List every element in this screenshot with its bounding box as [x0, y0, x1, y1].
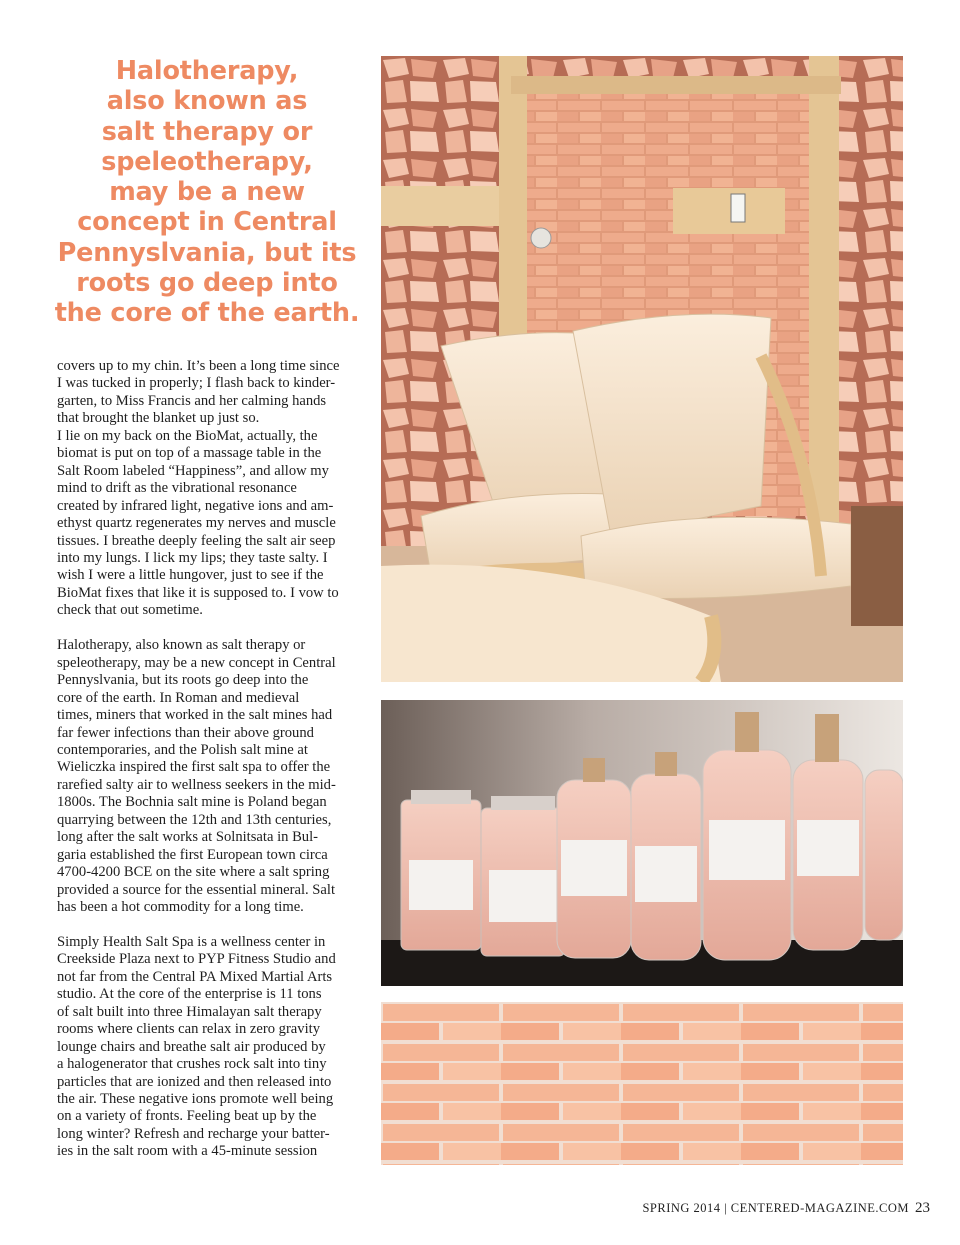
salt-room-photo — [381, 56, 903, 682]
body-line: Creekside Plaza next to PYP Fitness Studio and — [57, 951, 336, 968]
body-line: check that out sometime. — [57, 602, 203, 619]
body-line: provided a source for the essential mineral. Salt — [57, 881, 336, 898]
body-line: ethyst quartz regenerates my nerves and muscle — [57, 515, 336, 532]
pull-quote-line: speleotherapy, — [101, 146, 313, 177]
article-body — [57, 358, 367, 1161]
issue-label: SPRING 2014 | CENTERED-MAGAZINE.COM — [642, 1201, 909, 1215]
body-line: has been a hot commodity for a long time. — [57, 899, 304, 916]
pull-quote-line: also known as — [106, 86, 308, 117]
body-line: far fewer infections than their above ground — [57, 724, 314, 741]
body-line: Simply Health Salt Spa is a wellness center in — [57, 933, 326, 950]
body-line: long winter? Refresh and recharge your batter- — [57, 1125, 330, 1142]
pull-quote-line: roots go deep into — [76, 268, 338, 299]
body-line: quarrying between the 12th and 13th centuries, — [57, 811, 332, 828]
body-line: biomat is put on top of a massage table in the — [57, 445, 322, 462]
body-line: studio. At the core of the enterprise is 11 tons — [57, 986, 322, 1003]
body-line: ies in the salt room with a 45-minute session — [57, 1143, 318, 1160]
pull-quote-line: concept in Central — [77, 207, 337, 238]
body-line: Halotherapy, also known as salt therapy or — [57, 637, 306, 654]
body-line: particles that are ionized and then released into — [57, 1073, 332, 1090]
body-line: a halogenerator that crushes rock salt into tiny — [57, 1056, 327, 1073]
body-line: I was tucked in properly; I flash back to kinder- — [57, 375, 336, 392]
body-line: lounge chairs and breathe salt air produced by — [57, 1038, 326, 1055]
body-line: 1800s. The Bochnia salt mine is Poland began — [57, 794, 327, 811]
body-line: the air. These negative ions promote well being — [57, 1091, 334, 1107]
pull-quote-line: the core of the earth. — [54, 298, 360, 329]
body-line: long after the salt works at Solnitsata in Bul- — [57, 829, 319, 846]
body-line: not far from the Central PA Mixed Martial Arts — [57, 968, 333, 985]
salt-bricks-photo — [381, 1002, 903, 1165]
body-line: times, miners that worked in the salt mines had — [57, 707, 333, 724]
body-line: contemporaries, and the Polish salt mine at — [57, 741, 308, 758]
body-line: Salt Room labeled “Happiness”, and allow my — [57, 462, 329, 479]
pull-quote-line: Halotherapy, — [115, 56, 299, 86]
body-line: wish I were a little hungover, just to see if the — [57, 567, 324, 584]
body-line: covers up to my chin. It’s been a long time since — [57, 358, 340, 374]
body-line: into my lungs. I lick my lips; they taste salty. I — [57, 549, 328, 566]
body-line: that brought the blanket up just so. — [57, 410, 260, 427]
body-line: I lie on my back on the BioMat, actually, the — [57, 427, 318, 444]
body-line: on a variety of fronts. Feeling beat up by the — [57, 1108, 317, 1125]
body-line: garia established the first European town circa — [57, 846, 328, 863]
paragraph-gap — [57, 916, 367, 933]
body-line: tissues. I breathe deeply feeling the salt air seep — [57, 532, 336, 549]
body-line: mind to drift as the vibrational resonance — [57, 480, 297, 497]
body-line: rarefied salty air to wellness seekers in the mid- — [57, 776, 336, 793]
paragraph-gap — [57, 620, 367, 637]
pull-quote-line: may be a new — [109, 177, 305, 208]
page-number: 23 — [915, 1200, 930, 1216]
pull-quote — [48, 56, 366, 329]
body-line: speleotherapy, may be a new concept in Central — [57, 654, 336, 671]
pull-quote-line: salt therapy or — [101, 116, 313, 147]
body-line: created by infrared light, negative ions and am- — [57, 497, 334, 514]
body-line: BioMat fixes that like it is supposed to. I vow to — [57, 584, 339, 601]
page-footer — [642, 1200, 930, 1217]
salt-jars-photo — [381, 700, 903, 986]
body-line: 4700-4200 BCE on the site where a salt spring — [57, 864, 330, 881]
body-line: Wieliczka inspired the first salt spa to offer the — [57, 759, 331, 776]
body-line: of salt built into three Himalayan salt therapy — [57, 1003, 322, 1020]
body-line: garten, to Miss Francis and her calming hands — [57, 392, 327, 409]
pull-quote-line: Pennyslvania, but its — [57, 237, 357, 268]
body-line: core of the earth. In Roman and medieval — [57, 689, 300, 706]
body-line: rooms where clients can relax in zero gravity — [57, 1021, 320, 1038]
body-line: Pennyslvania, but its roots go deep into the — [57, 672, 309, 689]
